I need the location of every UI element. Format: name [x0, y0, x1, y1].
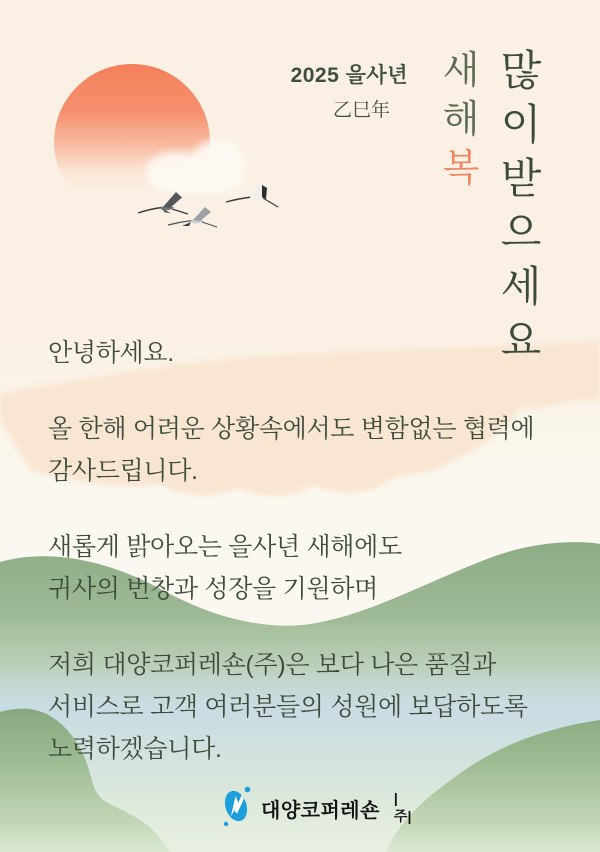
crane-icon — [138, 192, 188, 214]
year-label: 2025 을사년 — [290, 64, 408, 87]
headline-char: 새 — [442, 50, 480, 92]
headline-char: 많 — [500, 47, 542, 94]
headline-char: 해 — [442, 99, 480, 141]
company-name: 대양코퍼레숀 — [261, 799, 380, 822]
greeting-line: 새롭게 밝아오는 을사년 새해에도 — [48, 533, 402, 561]
company-logo — [222, 784, 412, 832]
greeting-line: 귀사의 번창과 성장을 기원하며 — [48, 575, 378, 603]
headline-column-saehaebok — [440, 47, 482, 194]
headline-char: 요 — [500, 317, 542, 364]
headline-char: 으 — [500, 209, 542, 256]
greeting-line: 안녕하세요. — [48, 339, 174, 367]
headline-char: 세 — [500, 263, 542, 310]
greeting-line: 서비스로 고객 여러분들의 성원에 보답하도록 — [48, 693, 528, 721]
headline-char: 받 — [500, 155, 542, 202]
year-label-block — [291, 59, 408, 122]
greeting-line: 저희 대양코퍼레숀(주)은 보다 나은 품질과 — [48, 651, 497, 679]
greeting-paragraph — [48, 332, 548, 374]
company-logo-icon — [222, 785, 252, 831]
greeting-paragraph — [48, 408, 548, 492]
greeting-paragraph — [48, 644, 548, 770]
company-suffix: |주| — [393, 790, 412, 824]
greeting-line: 올 한해 어려운 상황속에서도 변함없는 협력에 — [48, 415, 535, 443]
greeting-line: 노력하겠습니다. — [48, 735, 222, 763]
headline-column-mani-badeuseyo — [498, 44, 544, 368]
greeting-text — [48, 332, 548, 770]
crane-icon — [226, 182, 278, 207]
headline-char: 이 — [500, 101, 542, 148]
year-hanja-label: 乙巳年 — [332, 100, 390, 121]
greeting-line: 감사드립니다. — [48, 457, 198, 485]
headline-char: 복 — [442, 148, 480, 190]
cranes-illustration — [130, 175, 290, 245]
greeting-paragraph — [48, 526, 548, 610]
